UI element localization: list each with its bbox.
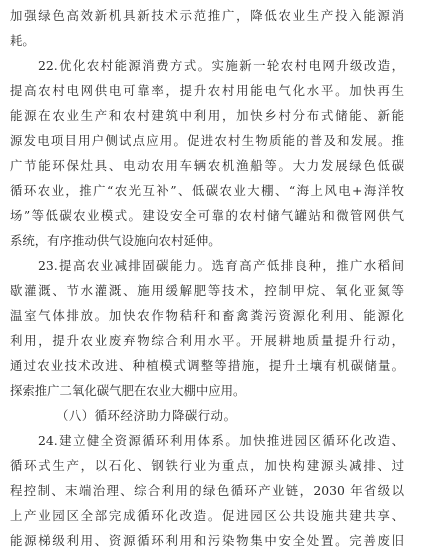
text-line: 能源梯级利用、资源循环利用和污染物集中安全处置。完善废旧: [10, 533, 404, 548]
text-line: 加强绿色高效新机具新技术示范推广，降低农业生产投入能源消: [10, 8, 404, 23]
text-line: 歇灌溉、节水灌溉、施用缓解肥等技术，控制甲烷、氧化亚氮等: [10, 283, 404, 298]
text-line: 利用，提升农业废弃物综合利用水平。开展耕地质量提升行动，: [10, 333, 404, 348]
text-line: 循环式生产，以石化、钢铁行业为重点，加快构建源头减排、过: [10, 458, 404, 473]
text-line: 提高农村电网供电可靠率，提升农村用能电气化水平。加快再生: [10, 83, 404, 98]
text-line: 探索推广二氧化碳气肥在农业大棚中应用。: [10, 383, 246, 398]
text-line: 耗。: [10, 33, 35, 48]
paragraph-23-heading-line: 23.提高农业减排固碳能力。选育高产低排良种，推广水稻间: [38, 258, 404, 273]
paragraph-24-heading-line: 24.建立健全资源循环利用体系。加快推进园区循环化改造、: [38, 433, 404, 448]
text-line: 能源在农业生产和农村建筑中利用，加快乡村分布式储能、新能: [10, 108, 404, 123]
text-line: 程控制、末端治理、综合利用的绿色循环产业链，2030 年省级以: [10, 483, 404, 498]
text-line: 通过农业技术改进、种植模式调整等措施，提升土壤有机碳储量。: [10, 358, 404, 373]
text-line: 温室气体排放。加快农作物秸秆和畜禽粪污资源化利用、能源化: [10, 308, 404, 323]
text-line: 场”等低碳农业模式。建设安全可靠的农村储气罐站和微管网供气: [10, 208, 404, 223]
text-line: 广节能环保灶具、电动农用车辆农机渔船等。大力发展绿色低碳: [10, 158, 404, 173]
text-line: 循环农业，推广“农光互补”、低碳农业大棚、“海上风电+海洋牧: [10, 183, 404, 198]
text-line: 源发电项目用户侧试点应用。促进农村生物质能的普及和发展。推: [10, 133, 404, 148]
paragraph-22-heading-line: 22.优化农村能源消费方式。实施新一轮农村电网升级改造，: [38, 58, 404, 73]
text-line: 上产业园区全部完成循环化改造。促进园区公共设施共建共享、: [10, 508, 404, 523]
text-line: 系统，有序推动供气设施向农村延伸。: [10, 233, 221, 248]
section-heading: （八）循环经济助力降碳行动。: [56, 408, 237, 423]
